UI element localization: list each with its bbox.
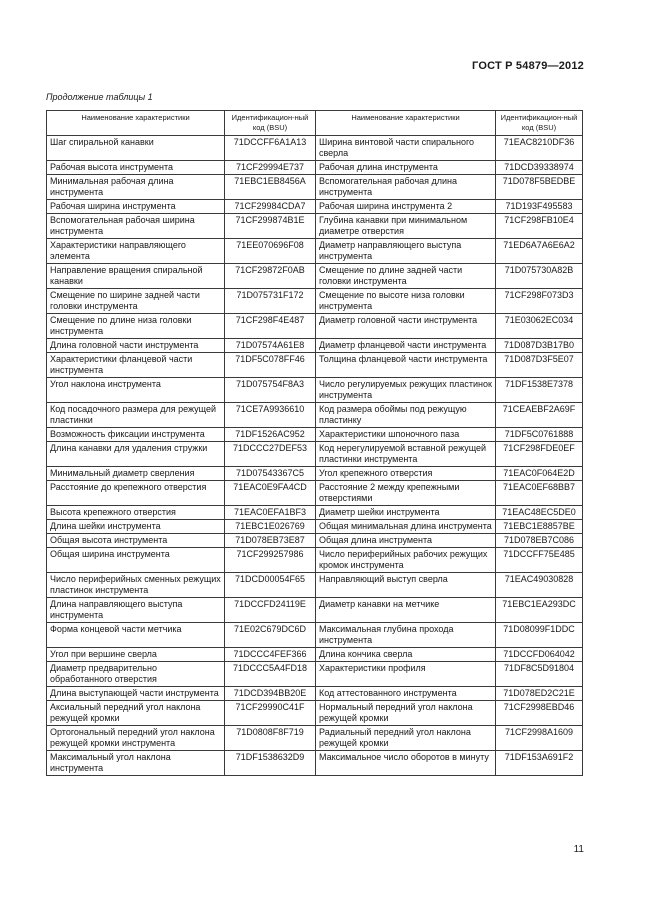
bsu-code-cell: 71D07543367C5 (225, 467, 316, 481)
bsu-code-cell: 71EAC0F064E2D (496, 467, 583, 481)
characteristic-name-cell: Смещение по длине задней части головки инструмента (316, 264, 496, 289)
table-row (47, 648, 583, 662)
bsu-code-cell: 71CF29994E737 (225, 161, 316, 175)
table-row (47, 353, 583, 378)
bsu-code-cell: 71DF1526AC952 (225, 428, 316, 442)
characteristic-name-cell: Рабочая высота инструмента (47, 161, 225, 175)
header-name-1: Наименование характеристики (47, 111, 225, 136)
bsu-code-cell: 71DF1538632D9 (225, 751, 316, 776)
table-row (47, 548, 583, 573)
characteristic-name-cell: Длина шейки инструмента (47, 520, 225, 534)
bsu-code-cell: 71CF29990C41F (225, 701, 316, 726)
characteristic-name-cell: Смещение по ширине задней части головки инструмента (47, 289, 225, 314)
table-row (47, 175, 583, 200)
characteristic-name-cell: Максимальный угол наклона инструмента (47, 751, 225, 776)
bsu-code-cell: 71D078EB7C086 (496, 534, 583, 548)
characteristic-name-cell: Угол при вершине сверла (47, 648, 225, 662)
header-code-1: Идентификацион-ный код (BSU) (225, 111, 316, 136)
bsu-code-cell: 71CF2998EBD46 (496, 701, 583, 726)
bsu-code-cell: 71EBC1EB8456A (225, 175, 316, 200)
characteristic-name-cell: Смещение по высоте низа головки инструмента (316, 289, 496, 314)
bsu-code-cell: 71CF2998A1609 (496, 726, 583, 751)
bsu-code-cell: 71CE7A9936610 (225, 403, 316, 428)
characteristic-name-cell: Длина головной части инструмента (47, 339, 225, 353)
document-code: ГОСТ Р 54879—2012 (472, 60, 584, 72)
characteristic-name-cell: Направляющий выступ сверла (316, 573, 496, 598)
table-row (47, 701, 583, 726)
table-row (47, 136, 583, 161)
bsu-code-cell: 71D08099F1DDC (496, 623, 583, 648)
characteristic-name-cell: Диаметр направляющего выступа инструмента (316, 239, 496, 264)
table-row (47, 239, 583, 264)
bsu-code-cell: 71EE070696F08 (225, 239, 316, 264)
characteristic-name-cell: Характеристики шпоночного паза (316, 428, 496, 442)
table-row (47, 481, 583, 506)
characteristic-name-cell: Шаг спиральной канавки (47, 136, 225, 161)
characteristic-name-cell: Аксиальный передний угол наклона режущей кромки (47, 701, 225, 726)
characteristic-name-cell: Угол крепежного отверстия (316, 467, 496, 481)
bsu-code-cell: 71CF29872F0AB (225, 264, 316, 289)
bsu-code-cell: 71DF5C078FF46 (225, 353, 316, 378)
characteristic-name-cell: Общая ширина инструмента (47, 548, 225, 573)
bsu-code-cell: 71DCCFD24119E (225, 598, 316, 623)
table-row (47, 442, 583, 467)
bsu-code-cell: 71DF5C0761888 (496, 428, 583, 442)
bsu-code-cell: 71EAC0E9FA4CD (225, 481, 316, 506)
characteristic-name-cell: Высота крепежного отверстия (47, 506, 225, 520)
bsu-code-cell: 71D075731F172 (225, 289, 316, 314)
bsu-code-cell: 71D075754F8A3 (225, 378, 316, 403)
characteristic-name-cell: Максимальная глубина прохода инструмента (316, 623, 496, 648)
characteristic-name-cell: Число периферийных сменных режущих пластинок инструмента (47, 573, 225, 598)
table-row (47, 289, 583, 314)
characteristic-name-cell: Диаметр шейки инструмента (316, 506, 496, 520)
table-row (47, 161, 583, 175)
characteristic-name-cell: Диаметр головной части инструмента (316, 314, 496, 339)
table-row (47, 623, 583, 648)
bsu-code-cell: 71ED6A7A6E6A2 (496, 239, 583, 264)
characteristic-name-cell: Вспомогательная рабочая ширина инструмента (47, 214, 225, 239)
characteristic-name-cell: Толщина фланцевой части инструмента (316, 353, 496, 378)
bsu-code-cell: 71D075730A82B (496, 264, 583, 289)
table-header-row (47, 111, 583, 136)
bsu-code-cell: 71EAC0EF68BB7 (496, 481, 583, 506)
table-row (47, 726, 583, 751)
characteristic-name-cell: Смещение по длине низа головки инструмента (47, 314, 225, 339)
characteristic-name-cell: Расстояние до крепежного отверстия (47, 481, 225, 506)
characteristic-name-cell: Общая длина инструмента (316, 534, 496, 548)
characteristic-name-cell: Код посадочного размера для режущей пластинки (47, 403, 225, 428)
characteristic-name-cell: Длина выступающей части инструмента (47, 687, 225, 701)
bsu-code-cell: 71D078ED2C21E (496, 687, 583, 701)
characteristic-name-cell: Код нерегулируемой вставной режущей пластинки инструмента (316, 442, 496, 467)
characteristic-name-cell: Минимальная рабочая длина инструмента (47, 175, 225, 200)
characteristic-name-cell: Расстояние 2 между крепежными отверстиями (316, 481, 496, 506)
characteristic-name-cell: Общая высота инструмента (47, 534, 225, 548)
characteristic-name-cell: Код аттестованного инструмента (316, 687, 496, 701)
characteristic-name-cell: Форма концевой части метчика (47, 623, 225, 648)
bsu-code-cell: 71CF29984CDA7 (225, 200, 316, 214)
bsu-code-cell: 71CEAEBF2A69F (496, 403, 583, 428)
table-row (47, 339, 583, 353)
characteristic-name-cell: Код размера обоймы под режущую пластинку (316, 403, 496, 428)
header-name-2: Наименование характеристики (316, 111, 496, 136)
characteristic-name-cell: Диаметр предварительно обработанного отверстия (47, 662, 225, 687)
characteristic-name-cell: Характеристики направляющего элемента (47, 239, 225, 264)
table-row (47, 428, 583, 442)
header-code-2: Идентификацион-ный код (BSU) (496, 111, 583, 136)
bsu-code-cell: 71DCCC5A4FD18 (225, 662, 316, 687)
bsu-code-cell: 71DF1538E7378 (496, 378, 583, 403)
bsu-code-cell: 71D087D3B17B0 (496, 339, 583, 353)
characteristic-name-cell: Максимальное число оборотов в минуту (316, 751, 496, 776)
page-number: 11 (573, 844, 584, 855)
bsu-code-cell: 71EAC49030828 (496, 573, 583, 598)
characteristic-name-cell: Характеристики профиля (316, 662, 496, 687)
characteristic-name-cell: Характеристики фланцевой части инструмента (47, 353, 225, 378)
characteristic-name-cell: Длина кончика сверла (316, 648, 496, 662)
bsu-code-cell: 71DCCC27DEF53 (225, 442, 316, 467)
bsu-code-cell: 71E02C679DC6D (225, 623, 316, 648)
bsu-code-cell: 71D07574A61E8 (225, 339, 316, 353)
table-row (47, 214, 583, 239)
bsu-code-cell: 71D078F5BEDBE (496, 175, 583, 200)
table-row (47, 598, 583, 623)
characteristic-name-cell: Число периферийных рабочих режущих кромок инструмента (316, 548, 496, 573)
characteristic-name-cell: Число регулируемых режущих пластинок инструмента (316, 378, 496, 403)
bsu-code-cell: 71EBC1E026769 (225, 520, 316, 534)
bsu-code-cell: 71CF298FB10E4 (496, 214, 583, 239)
characteristic-name-cell: Нормальный передний угол наклона режущей кромки (316, 701, 496, 726)
characteristics-table (46, 110, 583, 776)
table-row (47, 378, 583, 403)
bsu-code-cell: 71CF299257986 (225, 548, 316, 573)
table-row (47, 520, 583, 534)
bsu-code-cell: 71EAC8210DF36 (496, 136, 583, 161)
characteristic-name-cell: Рабочая ширина инструмента 2 (316, 200, 496, 214)
table-row (47, 264, 583, 289)
bsu-code-cell: 71DF153A691F2 (496, 751, 583, 776)
bsu-code-cell: 71DCD39338974 (496, 161, 583, 175)
characteristic-name-cell: Радиальный передний угол наклона режущей кромки (316, 726, 496, 751)
bsu-code-cell: 71DCD394BB20E (225, 687, 316, 701)
bsu-code-cell: 71CF298F073D3 (496, 289, 583, 314)
bsu-code-cell: 71EBC1E8857BE (496, 520, 583, 534)
bsu-code-cell: 71EAC0EFA1BF3 (225, 506, 316, 520)
table-row (47, 687, 583, 701)
characteristic-name-cell: Направление вращения спиральной канавки (47, 264, 225, 289)
table-caption: Продолжение таблицы 1 (46, 92, 153, 102)
table-row (47, 573, 583, 598)
table-row (47, 200, 583, 214)
table-row (47, 751, 583, 776)
bsu-code-cell: 71DCCFF75E485 (496, 548, 583, 573)
characteristic-name-cell: Длина направляющего выступа инструмента (47, 598, 225, 623)
characteristic-name-cell: Глубина канавки при минимальном диаметре отверстия (316, 214, 496, 239)
characteristic-name-cell: Рабочая ширина инструмента (47, 200, 225, 214)
characteristic-name-cell: Минимальный диаметр сверления (47, 467, 225, 481)
table-row (47, 403, 583, 428)
bsu-code-cell: 71DF8C5D91804 (496, 662, 583, 687)
table-row (47, 662, 583, 687)
bsu-code-cell: 71EAC48EC5DE0 (496, 506, 583, 520)
bsu-code-cell: 71D0808F8F719 (225, 726, 316, 751)
table-row (47, 314, 583, 339)
characteristic-name-cell: Диаметр фланцевой части инструмента (316, 339, 496, 353)
bsu-code-cell: 71DCCC4FEF366 (225, 648, 316, 662)
characteristic-name-cell: Вспомогательная рабочая длина инструмента (316, 175, 496, 200)
characteristic-name-cell: Ширина винтовой части спирального сверла (316, 136, 496, 161)
bsu-code-cell: 71CF298FDE0EF (496, 442, 583, 467)
bsu-code-cell: 71CF298F4E487 (225, 314, 316, 339)
characteristic-name-cell: Общая минимальная длина инструмента (316, 520, 496, 534)
characteristic-name-cell: Ортогональный передний угол наклона режущей кромки инструмента (47, 726, 225, 751)
characteristic-name-cell: Угол наклона инструмента (47, 378, 225, 403)
characteristic-name-cell: Рабочая длина инструмента (316, 161, 496, 175)
bsu-code-cell: 71D087D3F5E07 (496, 353, 583, 378)
bsu-code-cell: 71DCCFF6A1A13 (225, 136, 316, 161)
table-row (47, 467, 583, 481)
bsu-code-cell: 71CF299874B1E (225, 214, 316, 239)
characteristic-name-cell: Диаметр канавки на метчике (316, 598, 496, 623)
table-row (47, 534, 583, 548)
characteristic-name-cell: Длина канавки для удаления стружки (47, 442, 225, 467)
table-body (47, 136, 583, 776)
bsu-code-cell: 71DCCFD064042 (496, 648, 583, 662)
bsu-code-cell: 71DCD00054F65 (225, 573, 316, 598)
bsu-code-cell: 71E03062EC034 (496, 314, 583, 339)
table-row (47, 506, 583, 520)
bsu-code-cell: 71D193F495583 (496, 200, 583, 214)
characteristic-name-cell: Возможность фиксации инструмента (47, 428, 225, 442)
bsu-code-cell: 71D078EB73E87 (225, 534, 316, 548)
bsu-code-cell: 71EBC1EA293DC (496, 598, 583, 623)
